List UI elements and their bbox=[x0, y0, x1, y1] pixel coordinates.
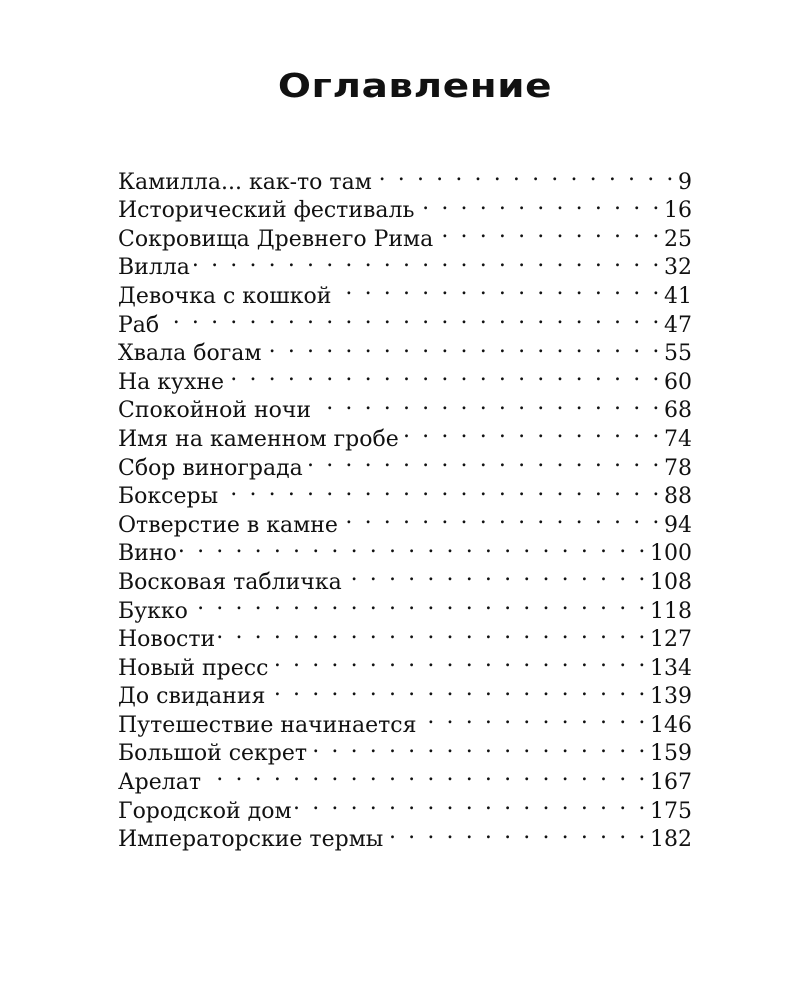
toc-entry[interactable] bbox=[118, 760, 692, 796]
toc-entry-page: 41 bbox=[664, 283, 692, 309]
dot-leader bbox=[220, 475, 662, 504]
toc-entry-page: 32 bbox=[664, 255, 692, 281]
toc-entry-page: 60 bbox=[664, 369, 692, 395]
toc-entry-title: Вино bbox=[118, 541, 177, 567]
toc-entry-page: 139 bbox=[650, 684, 692, 710]
dot-leader bbox=[270, 646, 648, 675]
dot-leader bbox=[313, 389, 662, 418]
toc-entry[interactable] bbox=[118, 589, 692, 624]
toc-entry-page: 127 bbox=[650, 627, 692, 653]
toc-entry[interactable] bbox=[118, 303, 692, 338]
toc-entry-page: 167 bbox=[650, 770, 692, 796]
toc-entry-page: 68 bbox=[664, 398, 692, 424]
dot-leader bbox=[190, 589, 648, 618]
toc-entry-page: 159 bbox=[650, 741, 692, 767]
toc-entry-title: Сокровища Древнего Рима bbox=[118, 226, 434, 252]
toc-entry-page: 25 bbox=[664, 226, 692, 252]
toc-entry-title: Отверстие в камне bbox=[118, 512, 338, 538]
toc-entry-title: Имя на каменном гробе bbox=[118, 426, 399, 452]
table-of-contents bbox=[118, 160, 692, 853]
toc-entry-title: Новости bbox=[118, 627, 216, 653]
toc-entry-title: Сбор винограда bbox=[118, 455, 303, 481]
toc-entry[interactable] bbox=[118, 532, 692, 567]
toc-entry-page: 16 bbox=[664, 198, 692, 224]
toc-entry[interactable] bbox=[118, 274, 692, 309]
toc-entry-title: Раб bbox=[118, 312, 160, 338]
dot-leader bbox=[333, 274, 662, 303]
page-title: Оглавление bbox=[277, 66, 553, 105]
toc-entry-title: Букко bbox=[118, 598, 188, 624]
toc-entry[interactable] bbox=[118, 332, 692, 367]
toc-entry-title: До свидания bbox=[118, 684, 266, 710]
toc-entry-title: Боксеры bbox=[118, 484, 219, 510]
toc-entry-title: Исторический фестиваль bbox=[118, 198, 415, 224]
toc-entry-page: 55 bbox=[664, 341, 692, 367]
toc-entry-page: 100 bbox=[650, 541, 692, 567]
dot-leader bbox=[267, 675, 648, 704]
toc-entry-title: Девочка с кошкой bbox=[118, 283, 332, 309]
toc-entry[interactable] bbox=[118, 789, 692, 824]
toc-entry-title: Хвала богам bbox=[118, 341, 262, 367]
toc-entry[interactable] bbox=[118, 160, 692, 195]
toc-entry-title: Вилла bbox=[118, 255, 190, 281]
toc-entry-title: Путешествие начинается bbox=[118, 712, 417, 738]
dot-leader bbox=[161, 303, 662, 332]
toc-entry-title: Восковая табличка bbox=[118, 569, 342, 595]
toc-entry-page: 74 bbox=[664, 426, 692, 452]
dot-leader bbox=[217, 618, 648, 647]
toc-entry-page: 9 bbox=[678, 169, 692, 195]
dot-leader bbox=[416, 189, 662, 218]
dot-leader bbox=[294, 789, 648, 818]
dot-leader bbox=[192, 246, 662, 275]
dot-leader bbox=[401, 417, 662, 446]
dot-leader bbox=[340, 503, 662, 532]
toc-entry-page: 182 bbox=[650, 827, 692, 853]
toc-entry-page: 118 bbox=[650, 598, 692, 624]
toc-entry-title: Императорские термы bbox=[118, 827, 384, 853]
toc-entry-page: 47 bbox=[664, 312, 692, 338]
toc-entry-title: Городской дом bbox=[118, 798, 292, 824]
toc-entry-page: 134 bbox=[650, 655, 692, 681]
toc-entry-title: Спокойной ночи bbox=[118, 398, 312, 424]
dot-leader bbox=[226, 360, 662, 389]
toc-entry[interactable] bbox=[118, 246, 692, 281]
toc-entry[interactable] bbox=[118, 560, 692, 595]
toc-entry-title: На кухне bbox=[118, 369, 225, 395]
toc-entry-page: 94 bbox=[664, 512, 692, 538]
dot-leader bbox=[309, 732, 648, 761]
toc-entry-title: Камилла... как-то там bbox=[118, 169, 372, 195]
dot-leader bbox=[435, 217, 662, 246]
dot-leader bbox=[203, 760, 648, 789]
dot-leader bbox=[419, 703, 648, 732]
dot-leader bbox=[374, 160, 676, 189]
toc-entry-title: Большой секрет bbox=[118, 741, 308, 767]
dot-leader bbox=[264, 332, 663, 361]
dot-leader bbox=[344, 560, 648, 589]
dot-leader bbox=[385, 818, 648, 847]
toc-entry-page: 108 bbox=[650, 569, 692, 595]
toc-entry-page: 175 bbox=[650, 798, 692, 824]
dot-leader bbox=[305, 446, 662, 475]
toc-entry-page: 88 bbox=[664, 484, 692, 510]
dot-leader bbox=[179, 532, 648, 561]
toc-entry-page: 146 bbox=[650, 712, 692, 738]
toc-entry-title: Арелат bbox=[118, 770, 202, 796]
toc-entry-page: 78 bbox=[664, 455, 692, 481]
toc-entry-title: Новый пресс bbox=[118, 655, 269, 681]
toc-entry[interactable] bbox=[118, 618, 692, 653]
